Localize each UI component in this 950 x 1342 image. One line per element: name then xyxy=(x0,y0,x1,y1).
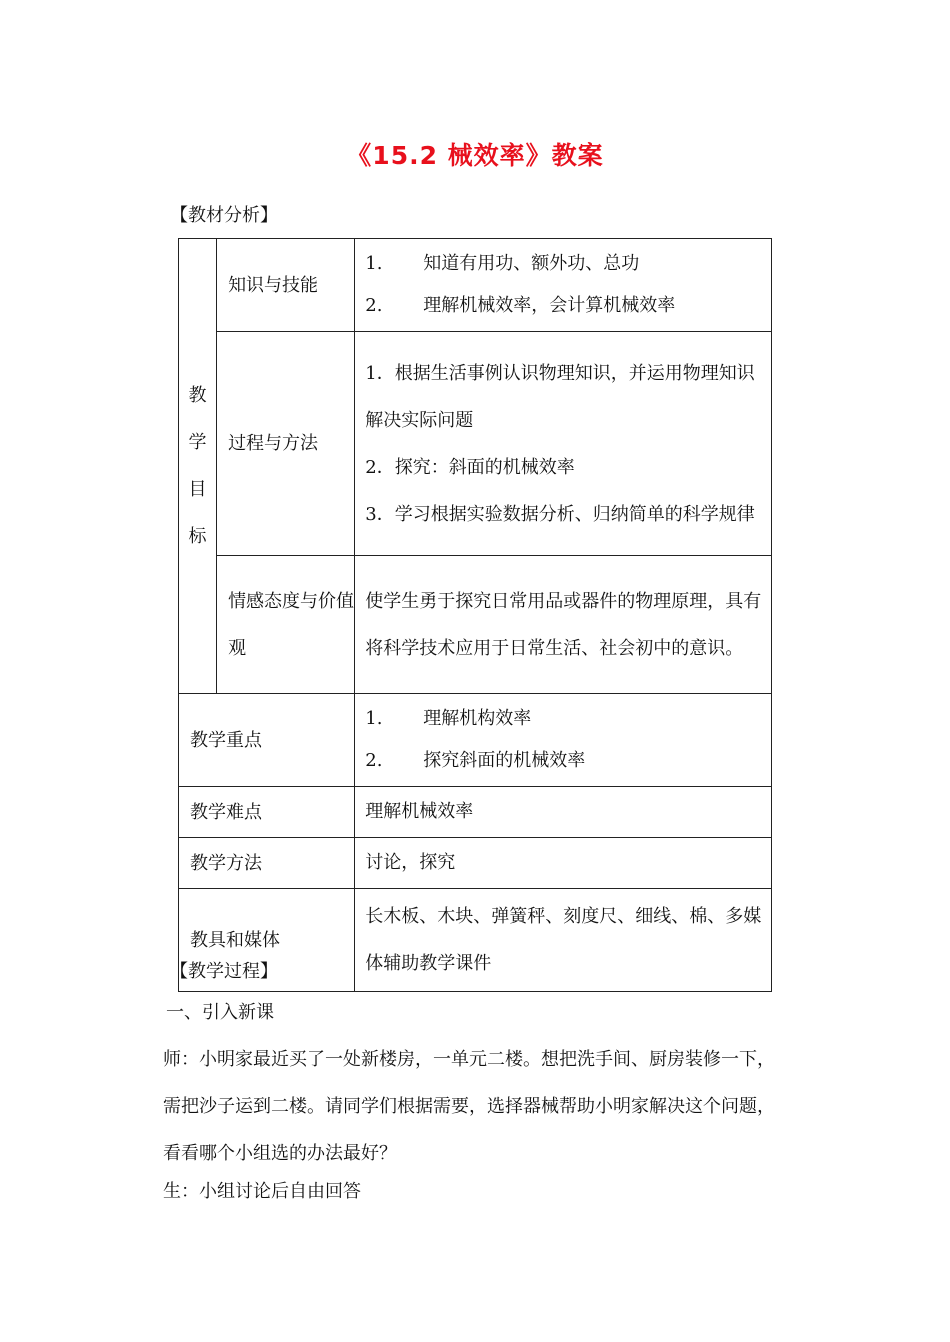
page-title: 《15.2 械效率》教案 xyxy=(346,141,604,170)
key-points-content xyxy=(355,694,772,787)
key-point-item: 2. 探究斜面的机械效率 xyxy=(365,750,586,771)
objectives-char: 教 xyxy=(188,385,207,406)
objectives-char: 标 xyxy=(188,526,207,547)
section-label-analysis: 【教材分析】 xyxy=(170,205,278,226)
process-item: 3．学习根据实验数据分析、归纳简单的科学规律 xyxy=(365,503,755,525)
difficulty-content: 理解机械效率 xyxy=(355,787,772,838)
objectives-char: 学 xyxy=(188,432,207,453)
knowledge-item: 2. 理解机械效率，会计算机械效率 xyxy=(365,295,676,316)
knowledge-label: 知识与技能 xyxy=(217,239,355,332)
difficulty-label: 教学难点 xyxy=(179,787,355,838)
key-points-label: 教学重点 xyxy=(179,694,355,787)
knowledge-content xyxy=(355,239,772,332)
process-item: 1．根据生活事例认识物理知识，并运用物理知识解决实际问题 xyxy=(365,362,755,431)
lesson-plan-table xyxy=(178,238,772,992)
emotion-label: 情感态度与价值观 xyxy=(217,556,355,694)
process-item: 2．探究：斜面的机械效率 xyxy=(365,456,575,478)
section-label-process: 【教学过程】 xyxy=(170,961,278,982)
media-content: 长木板、木块、弹簧秤、刻度尺、细线、棉、多媒体辅助教学课件 xyxy=(355,889,772,992)
process-content xyxy=(355,332,772,556)
method-content: 讨论，探究 xyxy=(355,838,772,889)
student-paragraph: 生：小组讨论后自由回答 xyxy=(163,1181,361,1202)
method-label: 教学方法 xyxy=(179,838,355,889)
process-label: 过程与方法 xyxy=(217,332,355,556)
teacher-paragraph: 师：小明家最近买了一处新楼房，一单元二楼。想把洗手间、厨房装修一下，需把沙子运到二楼。请同学们根据需要，选择器械帮助小明家解决这个问题，看看哪个小组选的办法最好？ xyxy=(163,1049,775,1164)
objectives-label-cell xyxy=(179,239,217,694)
knowledge-item: 1. 知道有用功、额外功、总功 xyxy=(365,253,640,274)
intro-heading: 一、引入新课 xyxy=(166,1002,274,1023)
key-point-item: 1. 理解机构效率 xyxy=(365,708,532,729)
media-label: 教具和媒体 xyxy=(179,889,355,992)
objectives-char: 目 xyxy=(188,479,207,500)
emotion-content: 使学生勇于探究日常用品或器件的物理原理，具有将科学技术应用于日常生活、社会初中的意识。 xyxy=(355,556,772,694)
